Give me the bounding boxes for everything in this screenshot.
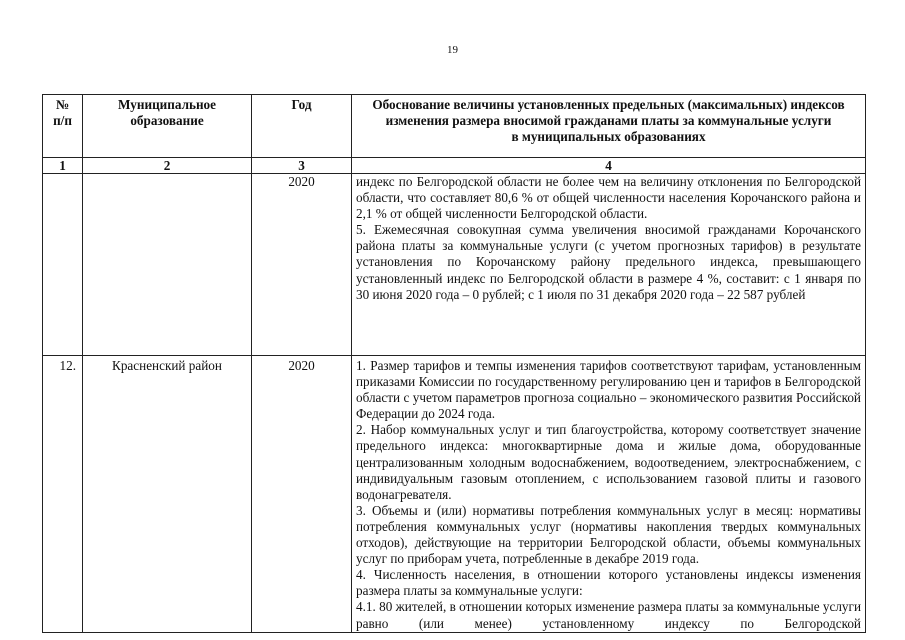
row-number: 12. [43, 356, 83, 633]
header-justification-text: Обоснование величины установленных предельных (максимальных) индексов изменения размера вносимой гражданами платы за коммунальные услуги в муниципальных образованиях [372, 97, 845, 145]
column-number-row [43, 158, 866, 174]
column-number: 4 [352, 158, 866, 174]
justification-paragraph: 4.1. 80 жителей, в отношении которых изменение размера платы за коммунальные услуги равно (или менее) установленному индексу по Белгородской [356, 599, 861, 631]
row-number [43, 174, 83, 356]
header-year [252, 95, 352, 158]
justification-paragraph: 1. Размер тарифов и темпы изменения тарифов соответствуют тарифам, установленным приказами Комиссии по государственному регулированию цен и тарифов в Белгородской области с учетом параметров прогноза социально – экономического развития Российской Федерации до 2024 года. [356, 358, 861, 422]
header-municipality-text: Муниципальное образование [118, 97, 216, 129]
justification-paragraph: 4. Численность населения, в отношении которого установлены индексы изменения размера платы за коммунальные услуги: [356, 567, 861, 599]
row-year: 2020 [252, 174, 352, 356]
row-justification [352, 356, 866, 633]
column-number: 1 [43, 158, 83, 174]
table-row [43, 356, 866, 633]
table-header-row [43, 95, 866, 158]
page-number: 19 [447, 44, 458, 56]
justification-paragraph: 2. Набор коммунальных услуг и тип благоустройства, которому соответствует значение предельного индекса: многоквартирные дома и жилые дома, оборудованные централизованным холодным водоснабжением, водоотведением, электроснабжением, с индивидуальным газовым отоплением, с использованием газовой плиты и газового водонагревателя. [356, 422, 861, 502]
justification-paragraph: 5. Ежемесячная совокупная сумма увеличения вносимой гражданами Корочанского района платы за коммунальные услуги (с учетом прогнозных тарифов) в результате установления по Корочанскому району предельного индекса, превышающего установленный индекс по Белгородской области в размере 4 %, составит: с 1 января по 30 июня 2020 года – 0 рублей; с 1 июля по 31 декабря 2020 года – 22 587 рублей [356, 222, 861, 302]
header-municipality [83, 95, 252, 158]
table-row [43, 174, 866, 356]
header-year-text: Год [291, 97, 312, 112]
row-municipality: Красненский район [83, 356, 252, 633]
header-number-text: № п/п [53, 97, 72, 129]
row-justification [352, 174, 866, 356]
justification-paragraph: индекс по Белгородской области не более чем на величину отклонения по Белгородской области, что составляет 80,6 % от общей численности населения Корочанского района и 2,1 % от общей численности Белгородской области. [356, 174, 861, 222]
row-municipality [83, 174, 252, 356]
header-justification [352, 95, 866, 158]
row-year: 2020 [252, 356, 352, 633]
column-number: 3 [252, 158, 352, 174]
header-number [43, 95, 83, 158]
column-number: 2 [83, 158, 252, 174]
tariff-index-table [42, 94, 866, 633]
justification-paragraph: 3. Объемы и (или) нормативы потребления коммунальных услуг в месяц: нормативы потребления коммунальных услуг (нормативы накопления твердых коммунальных отходов), действующие на территории Белгородской области, объемы коммунальных услуг по приборам учета, потребленные в декабре 2019 года. [356, 502, 861, 567]
